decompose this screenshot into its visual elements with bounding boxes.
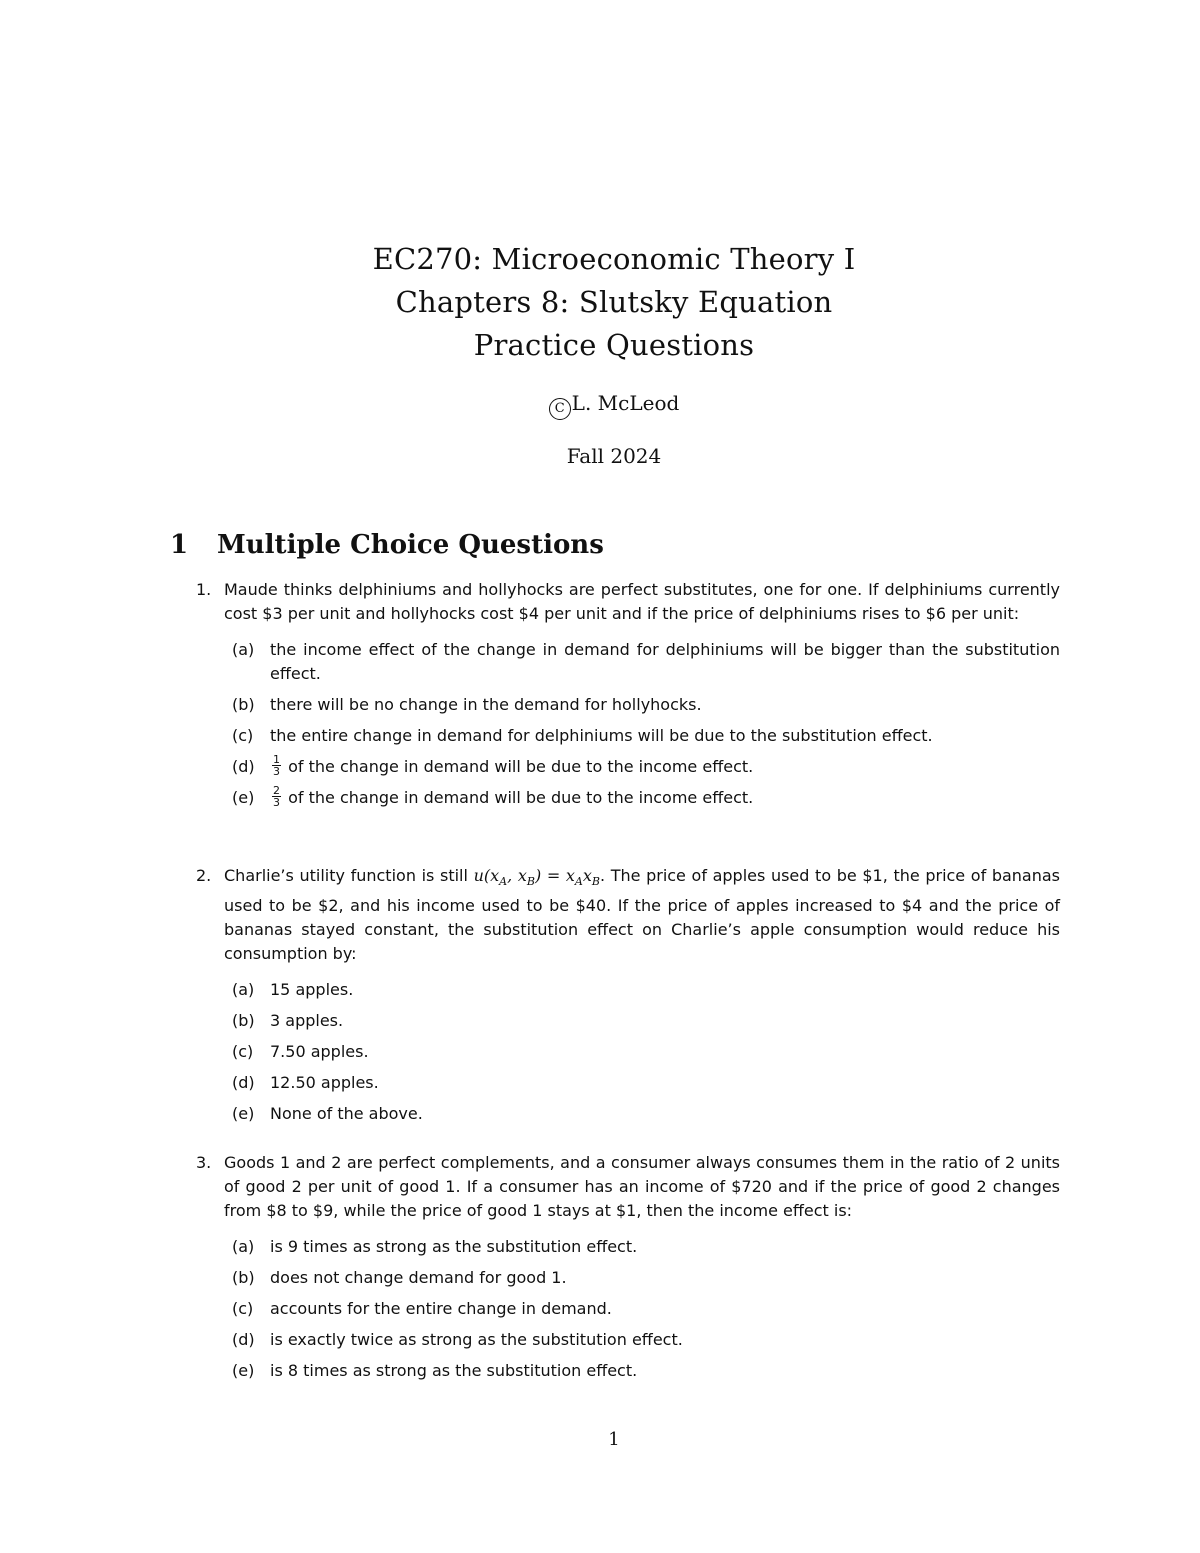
question-number: 3. — [196, 1153, 212, 1172]
option-label: (a) — [232, 980, 255, 1000]
question-text: Maude thinks delphiniums and hollyhocks are perfect substitutes, one for one. If delphiniums currently cost $3 per unit and hollyhocks cost $4 per unit and if the price of delphiniums rises to $6 per unit: — [224, 580, 1060, 623]
section-heading — [170, 528, 604, 562]
option-text: None of the above. — [270, 1104, 423, 1124]
option-text: is 8 times as strong as the substitution effect. — [270, 1361, 638, 1380]
title-block — [0, 238, 1200, 470]
option-label: (c) — [232, 1299, 254, 1318]
option-c — [196, 724, 1060, 748]
option-b — [196, 693, 1060, 717]
option-e — [196, 1102, 1060, 1126]
fraction-denominator: 3 — [273, 796, 280, 809]
option-c — [196, 1297, 1060, 1321]
option-label: (b) — [232, 1011, 255, 1031]
option-text: 3 apples. — [270, 1011, 344, 1031]
option-c — [196, 1040, 1060, 1064]
option-label: (c) — [232, 726, 254, 745]
option-d — [196, 755, 1060, 779]
option-text: 15 apples. — [270, 980, 354, 1000]
option-e — [196, 786, 1060, 810]
fraction — [272, 754, 281, 777]
question-text — [224, 864, 1060, 966]
option-text: the income effect of the change in demand for delphiniums will be bigger than the substitution effect. — [270, 640, 1060, 683]
option-list — [196, 638, 1060, 810]
option-a — [196, 978, 1060, 1002]
option-text: there will be no change in the demand for hollyhocks. — [270, 695, 702, 714]
document-title: Practice Questions — [473, 328, 755, 362]
option-list — [196, 1235, 1060, 1383]
option-text: the entire change in demand for delphiniums will be due to the substitution effect. — [270, 726, 933, 745]
option-b — [196, 1009, 1060, 1033]
option-label: (c) — [232, 1042, 254, 1062]
option-label: (d) — [232, 757, 255, 776]
option-text: of the change in demand will be due to the income effect. — [288, 788, 754, 807]
option-text: is 9 times as strong as the substitution effect. — [270, 1237, 638, 1256]
question-2 — [196, 864, 1060, 1133]
copyright-icon: C — [549, 398, 571, 420]
utility-function: $u(x_A$, $x_B) = x_Ax_B$ — [473, 866, 600, 889]
question-number: 2. — [196, 866, 212, 885]
question-number: 1. — [196, 580, 212, 599]
option-label: (d) — [232, 1330, 255, 1349]
option-text: accounts for the entire change in demand. — [270, 1299, 612, 1318]
option-label: (a) — [232, 1237, 255, 1256]
option-label: (e) — [232, 1104, 255, 1124]
option-d — [196, 1328, 1060, 1352]
option-label: (e) — [232, 1361, 255, 1380]
author-name: L. McLeod — [571, 391, 680, 415]
fraction-denominator: 3 — [273, 765, 280, 778]
page-number: 1 — [608, 1429, 620, 1450]
fraction-numerator: 2 — [273, 784, 280, 797]
option-a — [196, 1235, 1060, 1259]
section-title: Multiple Choice Questions — [217, 530, 604, 560]
option-label: (e) — [232, 788, 255, 807]
option-text: 7.50 apples. — [270, 1042, 369, 1062]
option-text: does not change demand for good 1. — [270, 1268, 567, 1287]
option-label: (d) — [232, 1073, 255, 1093]
option-a — [196, 638, 1060, 686]
option-e — [196, 1359, 1060, 1383]
term: Fall 2024 — [566, 444, 662, 468]
question-1 — [196, 578, 1060, 817]
question-text-end: . The price of apples used to be $1, the price of bananas used to be $2, and his income used to be $40. If the price of apples increased to $4 and the price of bananas stayed constant, the substitution effect on Charlie’s apple consumption would reduce his consumption by: — [224, 866, 1061, 964]
question-text-start: Charlie’s utility function is still — [224, 866, 468, 885]
option-list — [196, 978, 1060, 1126]
author-line — [0, 389, 1200, 420]
option-b — [196, 1266, 1060, 1290]
question-3 — [196, 1151, 1060, 1390]
fraction-numerator: 1 — [273, 753, 280, 766]
question-text: Goods 1 and 2 are perfect complements, and a consumer always consumes them in the ratio of 2 units of good 2 per unit of good 1. If a consumer has an income of $720 and if the price of good 2 changes from $8 to $9, while the price of good 1 stays at $1, then the income effect is: — [224, 1153, 1060, 1220]
option-text: 12.50 apples. — [270, 1073, 379, 1093]
fraction — [272, 785, 281, 808]
option-label: (b) — [232, 1268, 255, 1287]
option-text: of the change in demand will be due to the income effect. — [288, 757, 754, 776]
option-d — [196, 1071, 1060, 1095]
option-label: (a) — [232, 640, 255, 659]
section-number: 1 — [170, 530, 189, 560]
option-text: is exactly twice as strong as the substitution effect. — [270, 1330, 683, 1349]
option-label: (b) — [232, 695, 255, 714]
course-title: EC270: Microeconomic Theory I — [372, 242, 856, 276]
chapter-title: Chapters 8: Slutsky Equation — [395, 285, 833, 319]
